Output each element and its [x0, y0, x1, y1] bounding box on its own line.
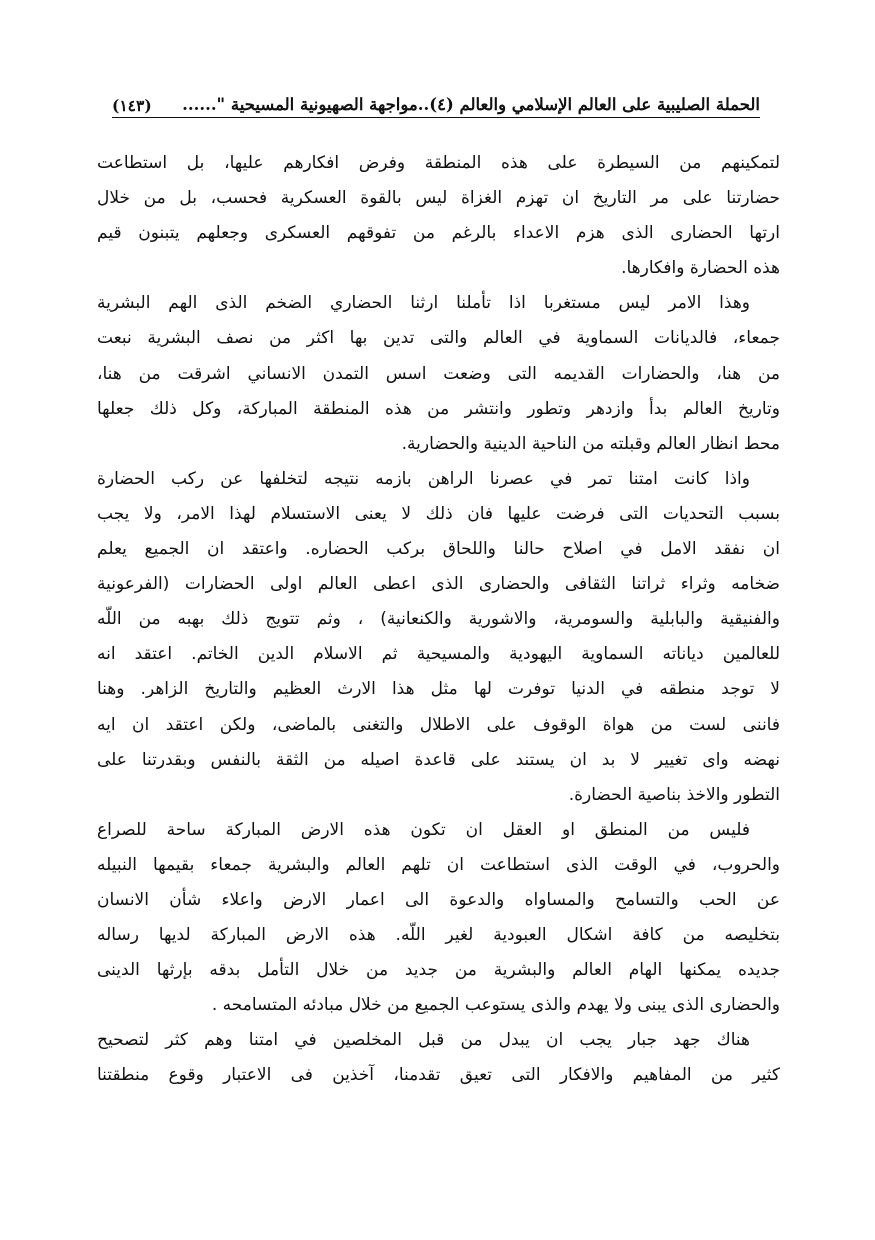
paragraph-3	[97, 462, 780, 813]
text-line: لا توجد منطقه في الدنيا توفرت لها مثل هذا الارث العظيم والتاريخ الزاهر. وهنا	[97, 679, 780, 700]
text-line: محط انظار العالم وقبلته من الناحية الدينية والحضارية.	[401, 433, 780, 454]
text-line: بسبب التحديات التى فرضت عليها فان ذلك لا يعنى الاستسلام لهذا الامر، ولا يجب	[97, 503, 780, 524]
text-line: التطور والاخذ بناصية الحضارة.	[568, 784, 780, 805]
text-line: والحضارى الذى يبنى ولا يهدم والذى يستوعب الجميع من خلال مبادئه المتسامحه .	[211, 995, 780, 1016]
text-line: جمعاء، فالديانات السماوية في العالم والتى تدين بها اكثر من نصف البشرية نبعت	[97, 328, 780, 349]
text-line: هذه الحضارة وافكارها.	[621, 258, 780, 279]
text-line: والفنيقية والبابلية والسومرية، والاشورية والكنعانية) ، وثم تتويج ذلك بهبه من اللّه	[97, 609, 780, 630]
text-line: فاننى لست من هواة الوقوف على الاطلال والتغنى بالماضى، ولكن اعتقد ان ايه	[97, 714, 780, 735]
text-line: للعالمين دياناته السماوية اليهودية والمسيحية ثم الاسلام الدين الخاتم. اعتقد انه	[97, 644, 780, 665]
text-line: نهضه واى تغيير لا بد ان يستند على قاعدة اصيله من الثقة بالنفس وبقدرتنا على	[97, 749, 780, 770]
text-line: من هنا، والحضارات القديمه التى وضعت اسس التمدن الانساني اشرقت من هنا،	[97, 363, 780, 384]
text-line: جديده يمكنها الهام العالم والبشرية من جديد من خلال التأمل بدقه بإرثها الدينى	[97, 960, 780, 981]
text-line: فليس من المنطق او العقل ان تكون هذه الارض المباركة ساحة للصراع	[97, 819, 750, 840]
text-line: وتاريخ العالم بدأ وازدهر وتطور وانتشر من هذه المنطقة المباركة، وكل ذلك جعلها	[97, 398, 780, 419]
text-line: لتمكينهم من السيطرة على هذه المنطقة وفرض افكارهم عليها، بل استطاعت	[97, 153, 780, 173]
running-header	[112, 88, 760, 118]
text-line: حضارتنا على مر التاريخ ان تهزم الغزاة ليس بالقوة العسكرية فحسب، بل من خلال	[97, 188, 780, 209]
text-line: كثير من المفاهيم والافكار التى تعيق تقدمنا، آخذين فى الاعتبار وقوع منطقتنا	[97, 1065, 780, 1086]
page-number: (١٤٣)	[112, 95, 152, 115]
body-text	[97, 146, 780, 1094]
text-line: وهذا الامر ليس مستغربا اذا تأملنا ارثنا الحضاري الضخم الذى الهم البشرية	[97, 293, 750, 314]
header-title: الحملة الصليبية على العالم الإسلامي والعالم (٤)..مواجهة الصهيونية المسيحية "......	[182, 94, 760, 114]
text-line: ارتها الحضارى الذى هزم الاعداء بالرغم من تفوقهم العسكرى وجعلهم يتبنون قيم	[97, 223, 780, 244]
text-line: ضخامه وثراء ثراتنا الثقافى والحضارى الذى اعطى العالم اولى الحضارات (الفرعونية	[97, 574, 780, 595]
paragraph-1	[97, 146, 780, 286]
text-line: بتخليصه من كافة اشكال العبودية لغير اللّه. هذه الارض المباركة لديها رساله	[97, 925, 780, 946]
paragraph-4	[97, 813, 780, 1024]
paragraph-2	[97, 286, 780, 461]
paragraph-5	[97, 1023, 780, 1093]
text-line: هناك جهد جبار يجب ان يبدل من قبل المخلصين في امتنا وهم كثر لتصحيح	[97, 1030, 750, 1051]
text-line: والحروب، في الوقت الذى استطاعت ان تلهم العالم والبشرية جمعاء بقيمها النبيله	[97, 854, 780, 875]
text-line: عن الحب والتسامح والمساواه والدعوة الى اعمار الارض واعلاء شأن الانسان	[97, 889, 780, 910]
text-line: ان نفقد الامل في اصلاح حالنا واللحاق بركب الحضاره. واعتقد ان الجميع يعلم	[97, 539, 780, 560]
text-line: واذا كانت امتنا تمر في عصرنا الراهن بازمه نتيجه لتخلفها عن ركب الحضارة	[97, 468, 750, 489]
